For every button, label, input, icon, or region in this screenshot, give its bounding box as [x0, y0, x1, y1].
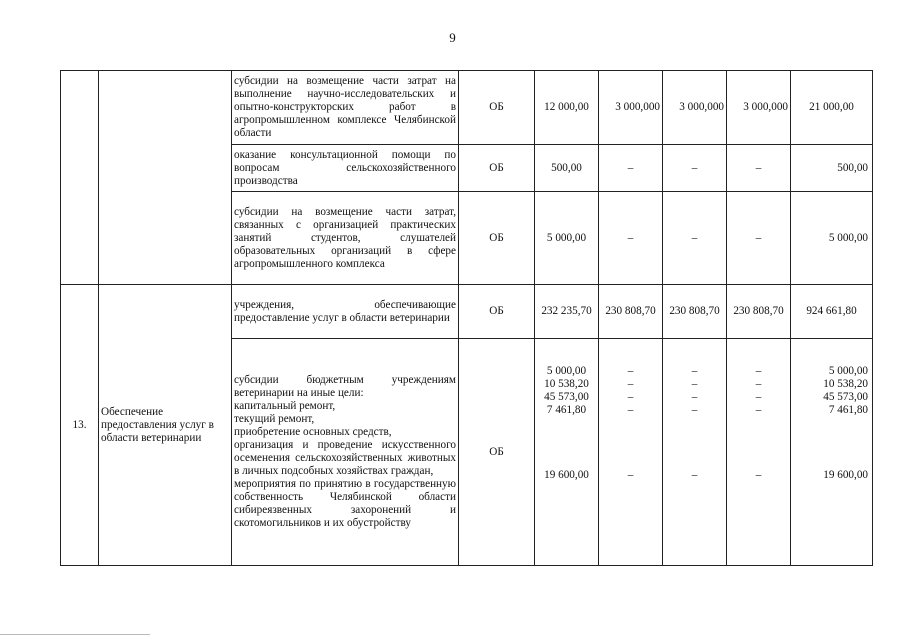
value-year-3: 3 000,000	[663, 71, 727, 145]
subsidy-item-label: текущий ремонт,	[234, 413, 315, 425]
row-number: 13.	[61, 285, 99, 566]
value-year-3: –	[663, 192, 727, 285]
value-year-1: 500,00	[535, 145, 599, 192]
value-year-3: –	[691, 378, 698, 390]
value-year-2: –	[599, 145, 663, 192]
value-year-3: 230 808,70	[663, 285, 727, 339]
subsidy-intro: субсидии бюджетным учреждениям ветеринарии на иные цели:	[234, 374, 456, 399]
value-year-4: –	[755, 365, 762, 377]
table-row	[61, 285, 873, 339]
value-year-2: –	[627, 378, 634, 390]
value-year-1-stack	[535, 339, 599, 566]
row-description: субсидии на возмещение части затрат на выполнение научно-исследовательских и опытно-конструкторских работ в агропромышленном комплексе Челябинской области	[232, 71, 459, 145]
value-year-4: –	[755, 404, 762, 416]
value-total: 19 600,00	[823, 469, 868, 481]
value-year-4: –	[755, 378, 762, 390]
value-year-2: –	[627, 469, 634, 481]
value-year-4: –	[755, 469, 762, 481]
row-number-cell	[61, 71, 99, 285]
value-year-1: 10 538,20	[544, 378, 589, 390]
value-year-3: –	[663, 145, 727, 192]
value-year-2: –	[627, 365, 634, 377]
value-year-3: –	[691, 391, 698, 403]
measure-name-cell	[99, 71, 232, 285]
value-year-1: 45 573,00	[544, 391, 589, 403]
row-description: учреждения, обеспечивающие предоставление услуг в области ветеринарии	[232, 285, 459, 339]
value-total: 21 000,00	[791, 71, 873, 145]
subsidy-item-label: капитальный ремонт,	[234, 400, 336, 412]
value-year-4: –	[727, 192, 791, 285]
funding-source: ОБ	[459, 285, 535, 339]
value-total: 45 573,00	[823, 391, 868, 403]
measure-name: Обеспечение предоставления услуг в области ветеринарии	[99, 285, 232, 566]
budget-table	[60, 70, 873, 566]
funding-source: ОБ	[459, 145, 535, 192]
value-year-2: 230 808,70	[599, 285, 663, 339]
value-year-4: –	[755, 391, 762, 403]
value-year-3-stack	[663, 339, 727, 566]
funding-source: ОБ	[459, 192, 535, 285]
value-total: 5 000,00	[791, 192, 873, 285]
value-year-2: –	[627, 404, 634, 416]
value-total: 10 538,20	[823, 378, 868, 390]
value-year-2: –	[627, 391, 634, 403]
value-year-1: 5 000,00	[546, 365, 587, 377]
funding-source: ОБ	[459, 339, 535, 566]
subsidy-item-label: приобретение основных средств,	[234, 426, 392, 438]
value-year-4: 230 808,70	[727, 285, 791, 339]
page-number: 9	[449, 30, 456, 45]
value-total: 924 661,80	[791, 285, 873, 339]
value-year-2: 3 000,000	[599, 71, 663, 145]
value-year-2-stack	[599, 339, 663, 566]
value-year-3: –	[691, 404, 698, 416]
value-year-1: 7 461,80	[546, 404, 587, 416]
subsidy-item-label: организация и проведение искусственного осеменения сельскохозяйственных животных в личных подсобных хозяйствах граждан,	[234, 439, 456, 477]
value-year-2: –	[599, 192, 663, 285]
value-year-1: 12 000,00	[535, 71, 599, 145]
table-row	[61, 71, 873, 145]
value-year-1: 5 000,00	[535, 192, 599, 285]
value-year-4-stack	[727, 339, 791, 566]
value-year-1: 19 600,00	[544, 469, 589, 481]
value-year-3: –	[691, 469, 698, 481]
subsidy-item-label: мероприятия по принятию в государственную собственность Челябинской области сибиреязвенных захоронений и скотомогильников и их обустройству	[234, 478, 456, 529]
value-year-4: –	[727, 145, 791, 192]
row-description	[232, 339, 459, 566]
value-year-1: 232 235,70	[535, 285, 599, 339]
value-total: 5 000,00	[828, 365, 868, 377]
funding-source: ОБ	[459, 71, 535, 145]
footer-rule	[0, 634, 150, 635]
row-description: оказание консультационной помощи по вопросам сельскохозяйственного производства	[232, 145, 459, 192]
row-description: субсидии на возмещение части затрат, связанных с организацией практических занятий студентов, слушателей образовательных организаций в сфере агропромышленного комплекса	[232, 192, 459, 285]
value-total: 7 461,80	[828, 404, 868, 416]
value-total: 500,00	[791, 145, 873, 192]
value-total-stack	[791, 339, 873, 566]
value-year-3: –	[691, 365, 698, 377]
value-year-4: 3 000,000	[727, 71, 791, 145]
